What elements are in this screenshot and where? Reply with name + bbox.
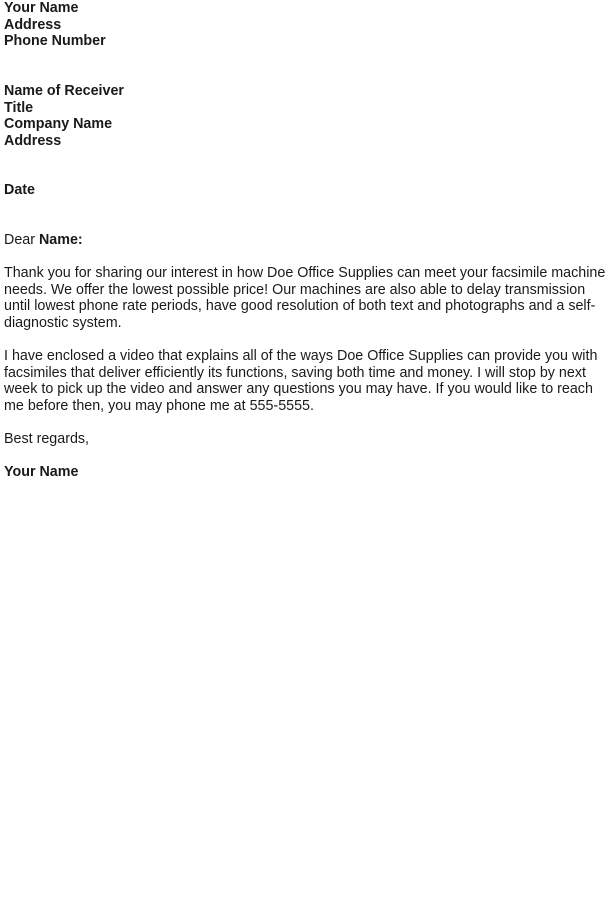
receiver-block (4, 83, 124, 149)
body-paragraph-2 (4, 348, 612, 414)
signature-name: Your Name (4, 464, 79, 480)
receiver-address: Address (4, 132, 62, 149)
paragraph-line: I have enclosed a video that explains all of the ways Doe Office Supplies can provide you with (4, 348, 598, 364)
sender-phone: Phone Number (4, 33, 106, 50)
salutation-name: Name: (38, 232, 83, 248)
date-block (4, 182, 35, 199)
receiver-company: Company Name (4, 116, 113, 133)
body-paragraph-1 (4, 265, 612, 331)
paragraph-line: needs. We offer the lowest possible price! Our machines are also able to delay transmission (4, 281, 586, 298)
closing-block (4, 431, 89, 448)
paragraph-line: Thank you for sharing our interest in how Doe Office Supplies can meet your facsimile machine (4, 265, 606, 281)
signature-block (4, 464, 78, 481)
closing-text: Best regards, (4, 431, 90, 447)
receiver-name: Name of Receiver (4, 83, 124, 99)
salutation-prefix: Dear (4, 232, 35, 248)
paragraph-line: week to pick up the video and answer any questions you may have. If you would like to reach (4, 381, 593, 398)
receiver-title: Title (4, 99, 34, 116)
paragraph-line: diagnostic system. (4, 314, 122, 331)
sender-name: Your Name (4, 0, 79, 16)
salutation (4, 232, 83, 249)
paragraph-line: me before then, you may phone me at 555-5555. (4, 397, 314, 414)
paragraph-line: facsimiles that deliver efficiently its functions, saving both time and money. I will stop by next (4, 364, 586, 381)
letter-date: Date (4, 182, 35, 198)
sender-block (4, 0, 106, 50)
paragraph-line: until lowest phone rate periods, have good resolution of both text and photographs and a self- (4, 298, 596, 315)
sender-address: Address (4, 16, 62, 33)
